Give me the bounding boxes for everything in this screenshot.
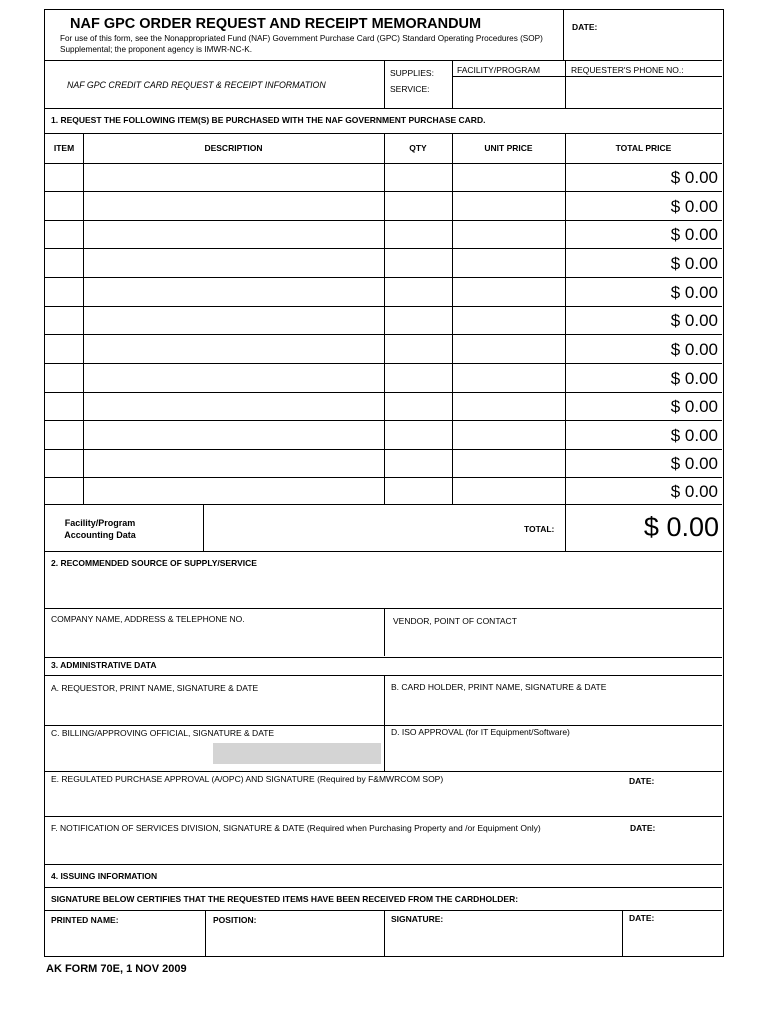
table-row[interactable] xyxy=(45,248,722,277)
billing-official-field[interactable] xyxy=(213,743,381,764)
iso-approval-label: D. ISO APPROVAL (for IT Equipment/Software) xyxy=(391,727,570,737)
section2-heading: 2. RECOMMENDED SOURCE OF SUPPLY/SERVICE xyxy=(51,558,257,568)
table-row[interactable] xyxy=(45,220,722,248)
regulated-purchase-date-label: DATE: xyxy=(629,776,655,786)
billing-official-label: C. BILLING/APPROVING OFFICIAL, SIGNATURE & DATE xyxy=(51,728,275,738)
accounting-data-label: Facility/Program Accounting Data xyxy=(64,518,136,540)
position-field[interactable] xyxy=(206,926,384,956)
receipt-date-label: DATE: xyxy=(629,913,655,923)
signature-label: SIGNATURE: xyxy=(391,914,444,924)
header-date-field[interactable] xyxy=(564,36,720,58)
col-description: DESCRIPTION xyxy=(204,143,263,153)
position-label: POSITION: xyxy=(213,915,257,925)
row-total-price: $ 0.00 xyxy=(670,426,718,445)
requester-phone-label: REQUESTER'S PHONE NO.: xyxy=(571,65,684,75)
card-holder-label: B. CARD HOLDER, PRINT NAME, SIGNATURE & DATE xyxy=(391,682,607,692)
table-row[interactable] xyxy=(45,449,722,477)
header-date-label: DATE: xyxy=(572,22,598,32)
grand-total: $ 0.00 xyxy=(643,512,719,542)
row-total-price: $ 0.00 xyxy=(670,225,718,244)
receipt-date-field[interactable] xyxy=(623,924,722,956)
row-total-price: $ 0.00 xyxy=(670,254,718,273)
info-section-label: NAF GPC CREDIT CARD REQUEST & RECEIPT INFORMATION xyxy=(67,80,326,90)
regulated-purchase-label: E. REGULATED PURCHASE APPROVAL (A/OPC) AND SIGNATURE (Required by F&MWRCOM SOP) xyxy=(51,774,444,784)
notification-field[interactable] xyxy=(45,834,722,864)
requester-phone-field[interactable] xyxy=(566,76,721,108)
table-row[interactable] xyxy=(45,306,722,334)
supplies-label: SUPPLIES: xyxy=(390,68,434,78)
notification-date-label: DATE: xyxy=(630,823,656,833)
vendor-poc-field[interactable] xyxy=(385,626,722,657)
form-title: NAF GPC ORDER REQUEST AND RECEIPT MEMORANDUM xyxy=(70,16,482,32)
table-row[interactable] xyxy=(45,163,722,191)
table-row[interactable] xyxy=(45,363,722,392)
col-item: ITEM xyxy=(53,143,75,153)
vendor-poc-label: VENDOR, POINT OF CONTACT xyxy=(393,616,517,626)
accounting-data-field[interactable] xyxy=(204,505,565,550)
table-row[interactable] xyxy=(45,477,722,504)
card-holder-field[interactable] xyxy=(385,693,722,725)
notification-label: F. NOTIFICATION OF SERVICES DIVISION, SIGNATURE & DATE (Required when Purchasing Property and /or Equipment Only) xyxy=(51,823,541,833)
table-row[interactable] xyxy=(45,334,722,363)
table-row[interactable] xyxy=(45,191,722,220)
form-subtitle: For use of this form, see the Nonappropriated Fund (NAF) Government Purchase Card (GPC) Standard Operating Procedures (SOP) Supplemental; the proponent agency is IMWR-NC-K. xyxy=(60,34,543,54)
row-total-price: $ 0.00 xyxy=(670,197,718,216)
row-total-price: $ 0.00 xyxy=(670,168,718,187)
row-total-price: $ 0.00 xyxy=(670,311,718,330)
form xyxy=(44,9,724,957)
certification-text: SIGNATURE BELOW CERTIFIES THAT THE REQUESTED ITEMS HAVE BEEN RECEIVED FROM THE CARDHOLDER: xyxy=(51,894,519,904)
table-row[interactable] xyxy=(45,392,722,420)
col-qty: QTY xyxy=(409,143,427,153)
requestor-label: A. REQUESTOR, PRINT NAME, SIGNATURE & DATE xyxy=(51,683,259,693)
col-total-price: TOTAL PRICE xyxy=(615,143,672,153)
company-name-field[interactable] xyxy=(45,624,384,657)
printed-name-label: PRINTED NAME: xyxy=(51,915,119,925)
section1-heading: 1. REQUEST THE FOLLOWING ITEM(S) BE PURCHASED WITH THE NAF GOVERNMENT PURCHASE CARD. xyxy=(51,115,486,125)
section4-heading: 4. ISSUING INFORMATION xyxy=(51,871,158,881)
regulated-purchase-field[interactable] xyxy=(45,786,722,816)
service-label: SERVICE: xyxy=(390,84,430,94)
printed-name-field[interactable] xyxy=(45,926,205,956)
facility-program-field[interactable] xyxy=(453,76,565,108)
table-row[interactable] xyxy=(45,420,722,449)
form-number: AK FORM 70E, 1 NOV 2009 xyxy=(46,963,187,975)
row-total-price: $ 0.00 xyxy=(670,340,718,359)
row-total-price: $ 0.00 xyxy=(670,454,718,473)
table-row[interactable] xyxy=(45,277,722,306)
row-total-price: $ 0.00 xyxy=(670,369,718,388)
company-name-label: COMPANY NAME, ADDRESS & TELEPHONE NO. xyxy=(51,614,245,624)
col-unit-price: UNIT PRICE xyxy=(484,143,533,153)
iso-approval-field[interactable] xyxy=(385,738,722,771)
requestor-field[interactable] xyxy=(45,694,384,725)
signature-field[interactable] xyxy=(385,925,622,956)
row-total-price: $ 0.00 xyxy=(670,397,718,416)
facility-program-label: FACILITY/PROGRAM xyxy=(457,65,541,75)
section3-heading: 3. ADMINISTRATIVE DATA xyxy=(51,660,157,670)
row-total-price: $ 0.00 xyxy=(670,482,718,501)
row-total-price: $ 0.00 xyxy=(670,283,718,302)
total-label: TOTAL: xyxy=(524,524,555,534)
